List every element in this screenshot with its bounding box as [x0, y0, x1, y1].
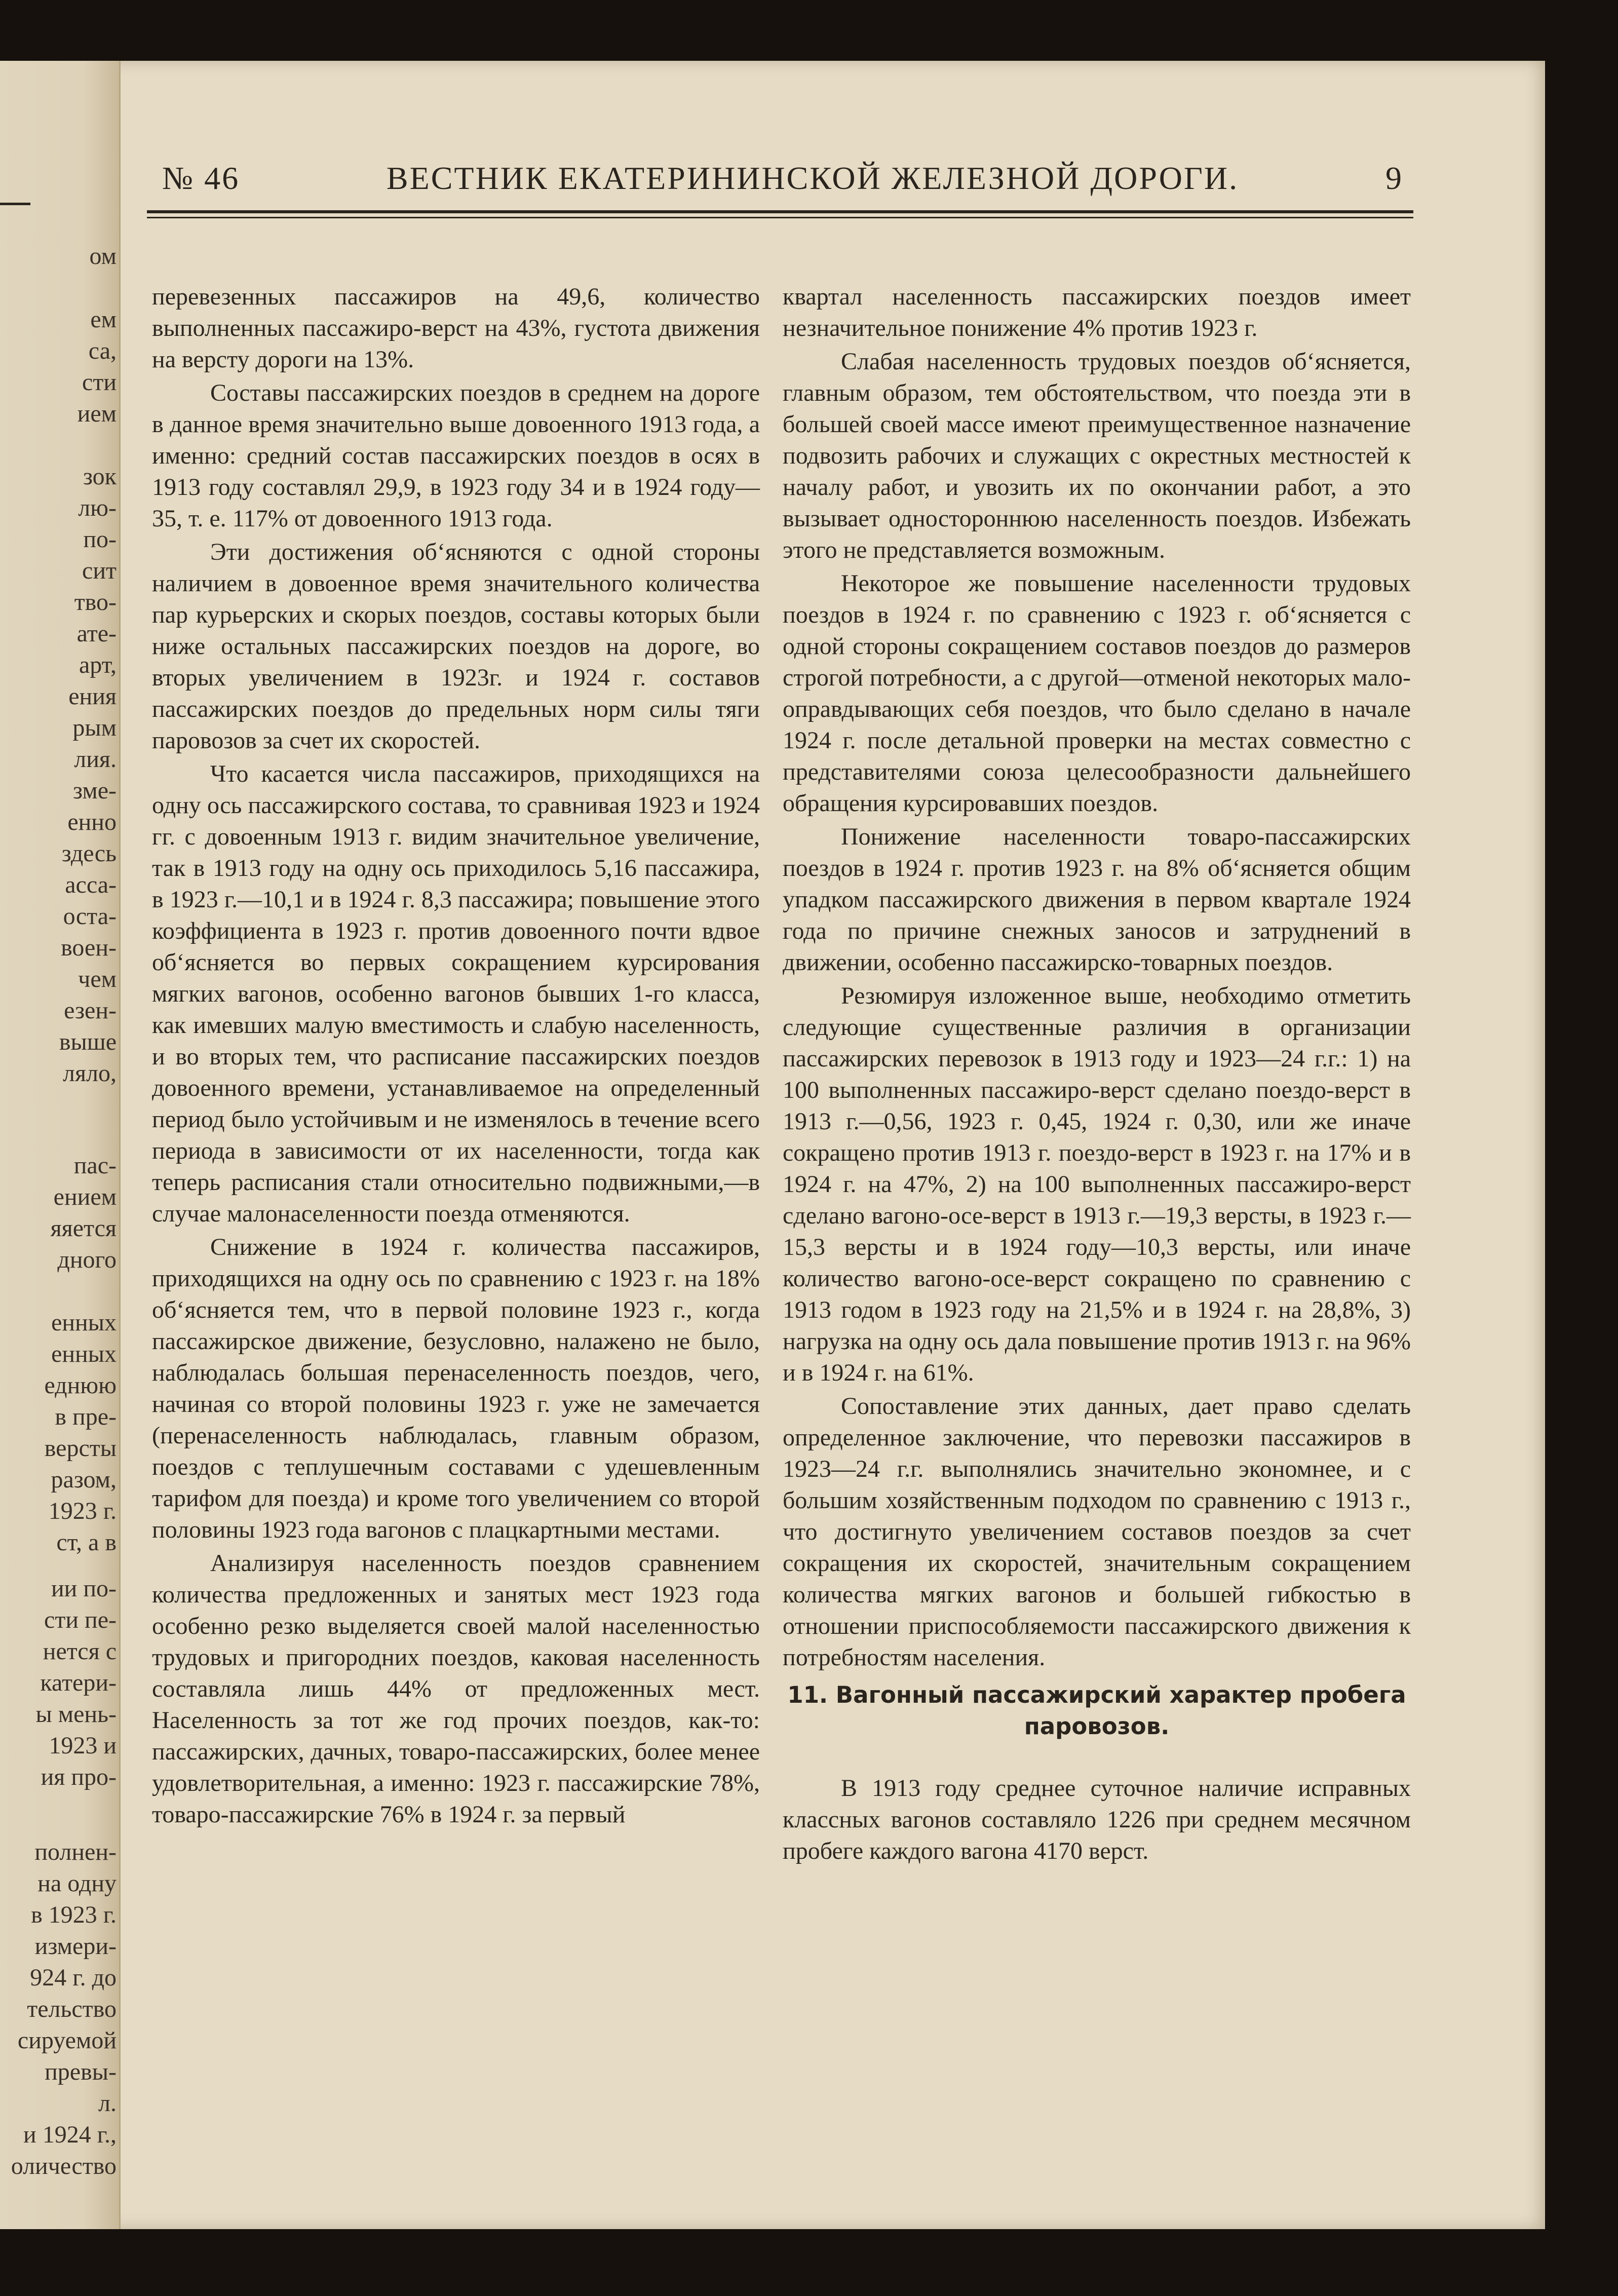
- paragraph: Резюмируя изложенное выше, необходимо отметить следующие существенные различия в организации пассажирских перевозок в 1913 году и 1923—24 г.г.: 1) на 100 выполненных пассажиро-верст сделано поездо-верст в 1913 г.—0,56, 1923 г. 0,45, 1924 г. 0,30, или же иначе сокращено против 1913 г. поездо-верст в 1923 г. на 17% и в 1924 г. на 47%, 2) на 100 выполненных пассажиро-верст сделано вагоно-осе-верст в 1913 г.—19,3 версты, в 1923 г.—15,3 версты и в 1924 году—10,3 версты, или иначе количество вагоно-осе-верст сокращено по сравнению с 1913 годом в 1923 году на 21,5% и в 1924 г. на 28,8%, 3) нагрузка на одну ось дала повышение против 1913 г. на 96% и в 1924 г. на 61%.: [783, 982, 1411, 1386]
- paragraph: Составы пассажирских поездов в среднем на дороге в данное время значительно выше довоенного 1913 года, а именно: средний состав пассажирских поездов в осях в 1913 году составлял 29,9, в 1923 году 34 и в 1924 году—35, т. е. 117% от довоенного 1913 года.: [152, 379, 760, 532]
- previous-page-fragment: зок лю- по- сит тво- ате- арт, ения рым лия. зме- енно здесь асса- оста- воен- чем езен- выше ляло,: [59, 463, 117, 1087]
- paragraph: Эти достижения об‘ясняются с одной стороны наличием в довоенное время значительного количества пар курьерских и скорых поездов, составы которых были ниже остальных пассажирских поездов на дороге, во вторых увеличением в 1923г. и 1924 г. составов пассажирских поездов до предельных норм силы тяги паровозов за счет их скоростей.: [152, 539, 760, 754]
- previous-page-fragment: ем са, сти ием: [77, 306, 117, 427]
- header-rule: [147, 210, 1413, 213]
- paragraph: Снижение в 1924 г. количества пассажиров, приходящихся на одну ось по сравнению с 1923 г. на 18% об‘ясняется тем, что в первой половине 1923 г., когда пассажирское движение, безусловно, налажено не было, наблюдалась большая перенаселенность поездов, чего, начиная со второй половины 1923 г. уже не замечается (перенаселенность наблюдалась, главным образом, поездов с теплушечным составами с удешевленным тарифом для поезда) и кроме того увеличением со второй половины 1923 года вагонов с плацкартными местами.: [152, 1234, 760, 1543]
- previous-page-fragment: полнен- на одну в 1923 г. измери- 924 г. до тельство сируемой превы- л. и 1924 г., оличество: [11, 1839, 117, 2179]
- paragraph: Слабая населенность трудовых поездов об‘ясняется, главным образом, тем обстоятельством, что поезда эти в большей своей массе имеют преимущественное назначение подвозить рабочих и служащих с окрестных местностей к началу работ, и увозить их по окончании работ, а это вызывает одностороннюю населенность поездов. Избежать этого не представляется возможным.: [783, 348, 1411, 563]
- previous-page-rule: [0, 203, 30, 205]
- journal-title: ВЕСТНИК ЕКАТЕРИНИНСКОЙ ЖЕЛЕЗНОЙ ДОРОГИ.: [386, 160, 1239, 196]
- page-header: [162, 160, 1403, 210]
- previous-page-edge: [0, 61, 121, 2229]
- paragraph: Некоторое же повышение населенности трудовых поездов в 1924 г. по сравнению с 1923 г. об‘ясняется с одной стороны сокращением составов поездов до размеров строгой потребности, а с другой—отменой некоторых мало-оправдывающих себя поездов, что было сделано в начале 1924 г. после детальной проверки на местах совместно с представителями союза целесообразности дальнейшего обращения курсировавших поездов.: [783, 570, 1411, 817]
- page-number: 9: [1385, 160, 1403, 196]
- previous-page-fragment: ом: [89, 243, 117, 270]
- previous-page-fragment: пас- ением яяется дного: [50, 1152, 117, 1273]
- paragraph: Анализируя населенность поездов сравнением количества предложенных и занятых мест 1923 года особенно резко выделяется своей малой населенностью трудовых и пригородних поездов, каковая населенность составляла лишь 44% от предложенных мест. Населенность за тот же год прочих поездов, как-то: пассажирских, дачных, товаро-пассажирских, более менее удовлетворительная, а именно: 1923 г. пассажирские 78%, товаро-пассажирские 76% в 1924 г. за первый: [152, 1550, 760, 1828]
- section-heading: 11. Вагонный пассажирский характер пробега паровозов.: [787, 1681, 1406, 1740]
- header-rule-thin: [147, 217, 1413, 218]
- paragraph: Сопоставление этих данных, дает право сделать определенное заключение, что перевозки пассажиров в 1923—24 г.г. выполнялись значительно экономнее, и с большим хозяйственным подходом по сравнению с 1913 г., что достигнуто увеличением составов поездов за счет сокращения их скоростей, значительным сокращением количества мягких вагонов и большей гибкостью в отношении приспособляемости пассажирского движения к потребностям населения.: [783, 1393, 1411, 1671]
- previous-page-fragment: ии по- сти пе- нется с катери- ы мень- 1923 и ия про-: [35, 1575, 117, 1790]
- paragraph: В 1913 году среднее суточное наличие исправных классных вагонов составляло 1226 при среднем месячном пробеге каждого вагона 4170 верст.: [783, 1775, 1411, 1864]
- newspaper-page: [0, 61, 1545, 2229]
- right-column: [783, 281, 1411, 1867]
- issue-number: № 46: [162, 160, 240, 196]
- paragraph: Что касается числа пассажиров, приходящихся на одну ось пассажирского состава, то сравнивая 1923 и 1924 гг. с довоенным 1913 г. видим значительное увеличение, так в 1913 году на одну ось приходилось 5,16 пассажира, в 1923 г.—10,1 и в 1924 г. 8,3 пассажира; повышение этого коэффициента в 1923 г. против довоенного почти вдвое об‘ясняется во первых сокращением курсирования мягких вагонов, особенно вагонов бывших 1-го класса, как имевших малую вместимость и слабую населенность, и во вторых тем, что расписание пассажирских поездов довоенного времени, устанавливаемое на определенный период было устойчивым и не изменялось в течение всего периода в зависимости от их населенности, тогда как теперь расписания стали относительно подвижными,—в случае малонаселенности поезда отменяются.: [152, 760, 760, 1227]
- paragraph: Понижение населенности товаро-пассажирских поездов в 1924 г. против 1923 г. на 8% об‘ясняется общим упадком пассажирского движения в первом квартале 1924 года по причине снежных заносов и затруднений в движении, особенно пассажирско-товарных поездов.: [783, 823, 1411, 976]
- paragraph: перевезенных пассажиров на 49,6, количество выполненных пассажиро-верст на 43%, густота движения на версту дороги на 13%.: [152, 283, 760, 373]
- left-column: [152, 281, 760, 1830]
- paragraph: квартал населенность пассажирских поездов имеет незначительное понижение 4% против 1923 г.: [783, 283, 1411, 341]
- previous-page-fragment: енных енных еднюю в пре- версты разом, 1923 г. ст, а в: [44, 1309, 117, 1556]
